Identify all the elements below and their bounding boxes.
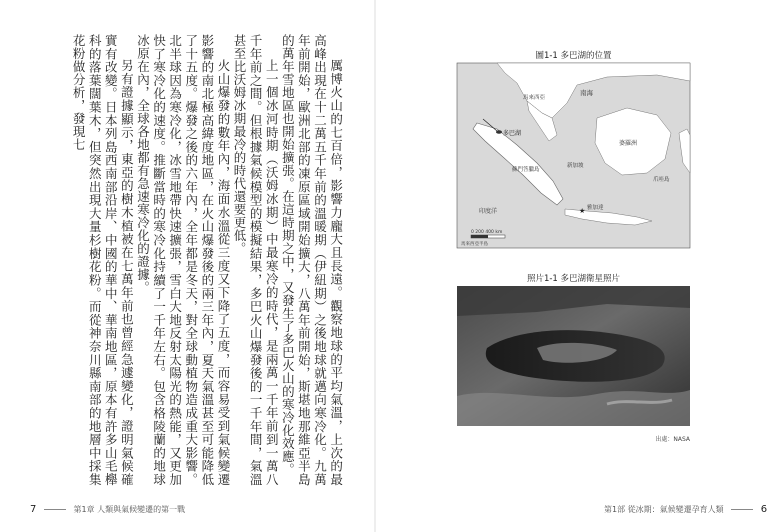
paragraph-4: 另有證據顯示，東亞的樹木植被在七萬年前也曾經急遽變化，證明氣候確實有改變。日本列島西南部沿岸、中國的華中、華南地區，原本有許多山毛櫸科的落葉闊葉木，但突然出現大量杉樹花粉。而從神奈川縣南部的地層中採集花粉做分析，發現七 (71, 34, 135, 486)
map-figure-title: 圖1-1 多巴湖的位置 (535, 51, 612, 61)
footer-dash (731, 509, 753, 510)
left-footer-text: 第1章 人類與氣候變遷的第一戰 (73, 505, 186, 514)
toba-lake-marker (496, 130, 502, 134)
label-singapore: 新加坡 (567, 163, 584, 169)
label-extra: 馬來西亞半島 (461, 242, 488, 247)
left-page-text (70, 34, 354, 486)
label-toba: 多巴湖 (503, 130, 522, 137)
label-south-china-sea: 南海 (580, 89, 593, 97)
label-indian-ocean: 印度洋 (479, 208, 498, 215)
photo-credit: 出處：NASA (655, 436, 690, 443)
jakarta-star-icon: ★ (579, 207, 586, 215)
left-page-number: 7 (30, 504, 37, 515)
book-gutter (374, 0, 376, 532)
paragraph-2: 上一個冰河時期（沃姆冰期）中最寒冷的時代，是兩萬一千年前到一萬八千年前之間。但根據氣候模型的模擬結果，多巴火山爆發後的一千年間，氣溫甚至比沃姆冰期最冷的時代還要更低。 (232, 34, 280, 486)
vertical-text-column (70, 34, 344, 486)
left-footer (30, 504, 185, 515)
toba-location-map (457, 63, 690, 248)
label-jakarta: 雅加達 (587, 205, 604, 211)
photo-figure-title: 照片1-1 多巴湖衛星照片 (526, 274, 621, 284)
paragraph-3: 火山爆發的數年內，海面水溫從三度又下降了五度，而容易受到氣候變遷影響的南北極高緯度地區，在火山爆發後的兩三年內，夏天氣溫甚至可能降低了十五度。爆發之後的六年內，全年都是冬天，對全球動植物造成重大影響。北半球因為寒冷化，冰雪地帶快速擴張，雪白大地反射太陽光的熱能，又更加快了寒冷化的速度。推斷當時的寒冷化持續了一千年左右。包含格陵蘭的地球冰原在內，全球各地都有急速寒冷化的證據。 (135, 34, 231, 486)
right-footer (604, 504, 767, 515)
right-page-number: 6 (760, 504, 767, 515)
right-footer-text: 第1部 從冰期：氣候變遷孕育人類 (604, 505, 724, 514)
label-java: 爪哇島 (653, 177, 670, 183)
label-borneo: 婆羅洲 (619, 140, 638, 147)
toba-satellite-photo (457, 286, 690, 426)
label-sumatra: 蘇門答臘島 (512, 167, 540, 173)
footer-dash (44, 509, 66, 510)
label-malay-peninsula: 馬來西亞 (523, 95, 546, 101)
scale-bar-fill (471, 235, 488, 238)
paragraph-1: 厲博火山的七百倍，影響力龐大且長遠。觀察地球的平均氣溫，上次的最高峰出現在十二萬五千年前的溫暖期（伊紐期）之後地球就邁向寒冷化。九萬年前開始，歐洲北部的凍原區域開始擴大，八萬年前開始，斯堪地那維亞半島的萬年雪地區也開始擴張。在這時期之中，又發生了多巴火山的寒冷化效應。 (280, 34, 344, 486)
label-scale: 0 200 400 km (471, 230, 503, 235)
